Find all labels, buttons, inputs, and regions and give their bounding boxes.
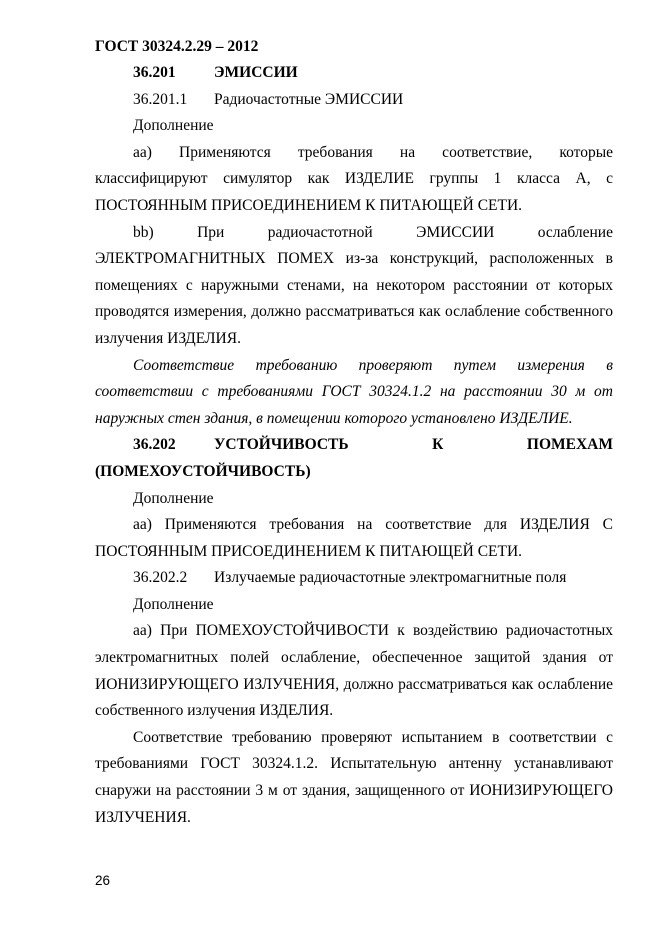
- paragraph-aa-1: аа) Применяются требования на соответствие, которые классифицируют симулятор как ИЗДЕЛИЕ группы 1 класса А, с ПОСТОЯННЫМ ПРИСОЕДИНЕНИЕМ К ПИТАЮЩЕЙ СЕТИ.: [95, 143, 613, 214]
- compliance-paragraph-1: Соответствие требованию проверяют путем измерения в соответствии с требованиями ГОСТ 30324.1.2 на расстоянии 30 м от наружных стен здания, в помещении которого установлено ИЗДЕЛИЕ.: [95, 356, 613, 427]
- paragraph-bb-1: bb) При радиочастотной ЭМИССИИ ослабление ЭЛЕКТРОМАГНИТНЫХ ПОМЕХ из-за конструкций, расположенных в помещениях с наружными стенами, на некотором расстоянии от которых проводятся измерения, должно рассматриваться как ослабление собственного излучения ИЗДЕЛИЯ.: [95, 223, 613, 347]
- section-title: ЭМИССИИ: [214, 64, 298, 81]
- section-number: 36.201: [133, 64, 176, 81]
- supplement-label: Дополнение: [133, 117, 214, 135]
- section-number: 36.202.2: [133, 569, 188, 587]
- section-title: УСТОЙЧИВОСТЬ К ПОМЕХАМ (ПОМЕХОУСТОЙЧИВОСТЬ): [95, 436, 613, 480]
- document-header: ГОСТ 30324.2.29 – 2012: [95, 38, 259, 55]
- section-number: 36.202: [133, 436, 176, 454]
- page-number: 26: [95, 873, 111, 888]
- compliance-paragraph-2: Соответствие требованию проверяют испытанием в соответствии с требованиями ГОСТ 30324.1.2. Испытательную антенну устанавливают снаружи на расстоянии 3 м от здания, защищенного от ИОНИЗИРУЮЩЕГО ИЗЛУЧЕНИЯ.: [95, 728, 613, 826]
- paragraph-aa-2: аа) Применяются требования на соответствие для ИЗДЕЛИЯ С ПОСТОЯННЫМ ПРИСОЕДИНЕНИЕМ К ПИТАЮЩЕЙ СЕТИ.: [95, 516, 613, 560]
- section-36-201-heading: [95, 60, 613, 87]
- section-number: 36.201.1: [133, 90, 188, 108]
- supplement-label: Дополнение: [133, 595, 214, 613]
- section-title: Радиочастотные ЭМИССИИ: [214, 90, 404, 108]
- supplement-label: Дополнение: [133, 489, 214, 507]
- section-title: Излучаемые радиочастотные электромагнитные поля: [214, 569, 567, 587]
- section-36-201-1-heading: [95, 87, 613, 114]
- paragraph-aa-3: аа) При ПОМЕХОУСТОЙЧИВОСТИ к воздействию радиочастотных электромагнитных полей ослабление, обеспеченное защитой здания от ИОНИЗИРУЮЩЕГО ИЗЛУЧЕНИЯ, должно рассматриваться как ослабление собственного излучения ИЗДЕЛИЯ.: [95, 622, 613, 720]
- section-36-202-2-heading: [95, 565, 613, 592]
- section-36-202-heading: [95, 432, 613, 485]
- page-body: [95, 60, 613, 831]
